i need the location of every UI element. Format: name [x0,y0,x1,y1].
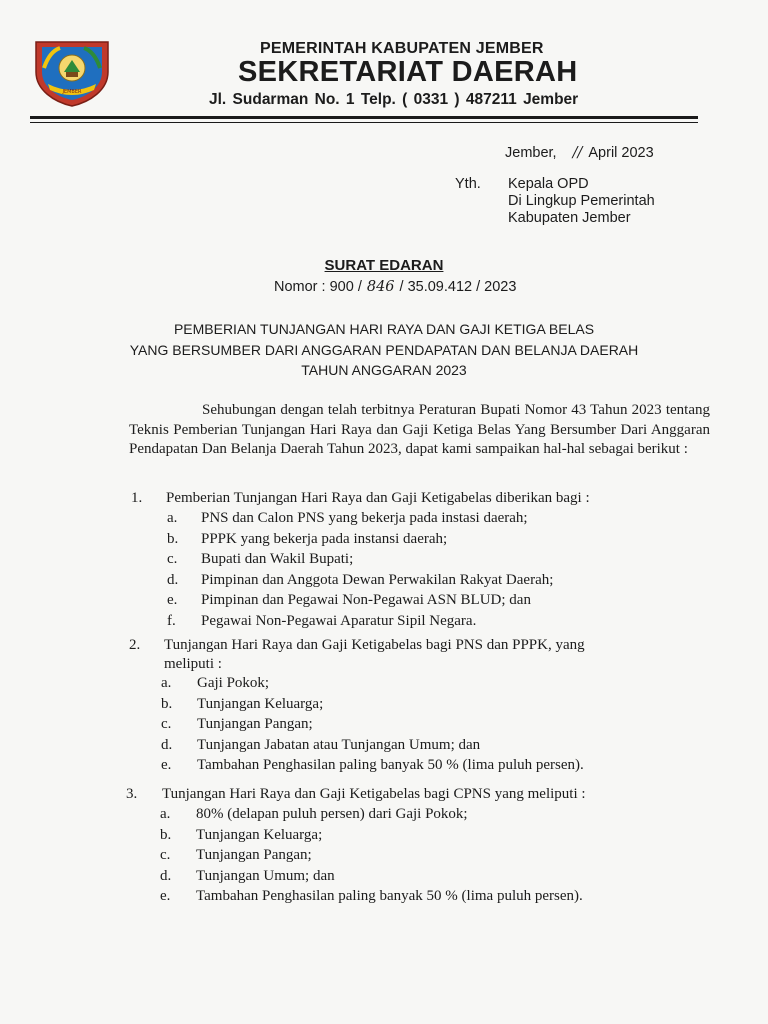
list-item: b. Tunjangan Keluarga; [160,826,323,843]
list-item: e. Tambahan Penghasilan paling banyak 50 % (lima puluh persen). [160,888,583,904]
svg-text:JEMBER: JEMBER [62,89,82,95]
section-text: Pemberian Tunjangan Hari Raya dan Gaji Ketigabelas diberikan bagi : [166,490,590,506]
list-item: c. Bupati dan Wakil Bupati; [167,551,354,567]
list-item: a. PNS dan Calon PNS yang bekerja pada instasi daerah; [167,510,528,526]
letterhead-address: Jl. Sudarman No. 1 Telp. ( 0331 ) 487211 Jember [209,91,579,108]
section-number: 2. [129,637,141,653]
subject-line: YANG BERSUMBER DARI ANGGARAN PENDAPATAN DAN BELANJA DAERAH [129,341,639,358]
subject-line: PEMBERIAN TUNJANGAN HARI RAYA DAN GAJI KETIGA BELAS [173,321,595,337]
list-item: b. Tunjangan Keluarga; [161,695,324,712]
date-place: Jember, [505,145,557,161]
letterhead-title: SEKRETARIAT DAERAH [238,56,578,88]
recipient-line: Kepala OPD [508,176,589,192]
list-item: c. Tunjangan Pangan; [160,847,312,863]
letter-date [505,145,654,161]
letterhead-organization: PEMERINTAH KABUPATEN JEMBER [260,40,544,57]
recipient-line: Di Lingkup Pemerintah [508,193,655,209]
list-item: d. Pimpinan dan Anggota Dewan Perwakilan Rakyat Daerah; [167,571,554,588]
section-items [161,673,711,776]
circular-number: Nomor : 900 / 846 / 35.09.412 / 2023 [274,279,517,295]
section-number: 1. [131,490,143,506]
date-month-year: April 2023 [588,145,654,161]
letterhead-divider-thin [30,122,698,123]
recipient-line: Kabupaten Jember [508,210,631,226]
subject-line: TAHUN ANGGARAN 2023 [301,362,467,378]
letterhead-divider-thick [30,116,698,119]
intro-paragraph: Sehubungan dengan telah terbitnya Peraturan Bupati Nomor 43 Tahun 2023 tentang Teknis Pemberian Tunjangan Hari Raya dan Gaji Ketiga Belas Yang Bersumber Dari Anggaran Pendapatan Dan Belanja Daerah Tahun 2023, dapat kami sampaikan hal-hal sebagai berikut : [129,402,710,457]
circular-number-handwritten: 846 [366,279,395,295]
list-item: e. Pimpinan dan Pegawai Non-Pegawai ASN BLUD; dan [167,592,531,608]
section-items [167,508,707,631]
list-item: d. Tunjangan Jabatan atau Tunjangan Umum; dan [161,736,481,753]
list-item: a. Gaji Pokok; [161,675,270,691]
section-items [160,804,710,907]
list-item: e. Tambahan Penghasilan paling banyak 50 % (lima puluh persen). [161,757,584,773]
list-item: f. Pegawai Non-Pegawai Aparatur Sipil Negara. [167,612,477,629]
date-day-handwritten: // [572,145,583,161]
section-text: meliputi : [164,656,222,672]
section-text: Tunjangan Hari Raya dan Gaji Ketigabelas bagi PNS dan PPPK, yang [164,637,585,653]
list-item: b. PPPK yang bekerja pada instansi daerah; [167,530,448,547]
section-number: 3. [126,786,138,802]
circular-title: SURAT EDARAN [324,257,444,274]
list-item: c. Tunjangan Pangan; [161,716,313,732]
recipient-address [508,176,655,227]
list-item: d. Tunjangan Umum; dan [160,867,335,884]
jember-regency-emblem-icon [30,38,114,108]
list-item: a. 80% (delapan puluh persen) dari Gaji Pokok; [160,806,468,822]
circular-subject [0,319,768,381]
section-text: Tunjangan Hari Raya dan Gaji Ketigabelas bagi CPNS yang meliputi : [162,786,586,802]
recipient-label: Yth. [455,176,481,192]
